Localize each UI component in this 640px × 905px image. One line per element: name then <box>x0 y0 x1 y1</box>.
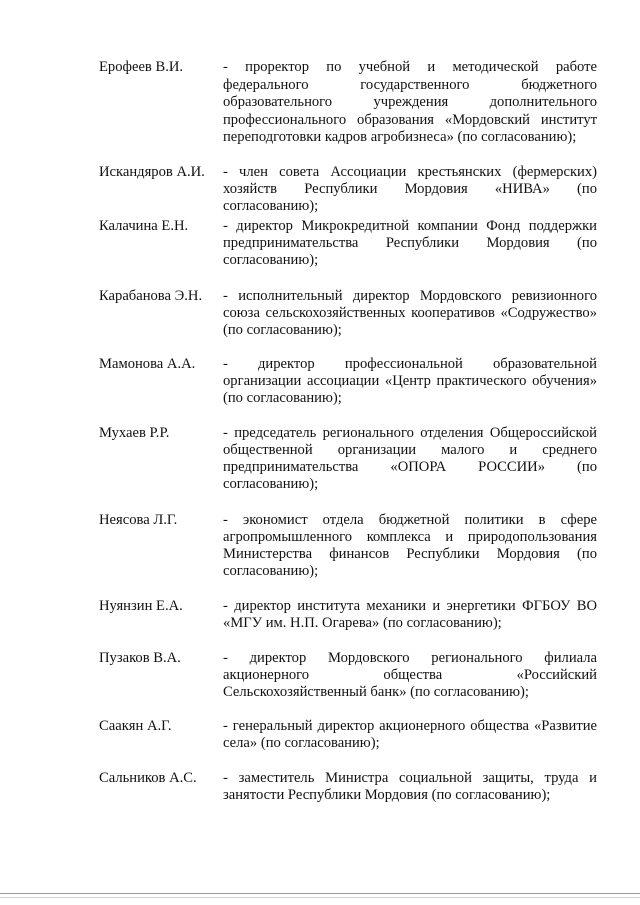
member-description: - экономист отдела бюджетной политики в сфере агропромышленного комплекса и природопользования Министерства финансов Республики Мордовия (по согласованию); <box>223 512 597 579</box>
member-description: - генеральный директор акционерного общества «Развитие села» (по согласованию); <box>223 718 597 751</box>
member-description: - директор профессиональной образовательной организации ассоциации «Центр практического обучения» (по согласованию); <box>223 356 597 406</box>
member-name: Мухаев Р.Р. <box>99 425 170 441</box>
member-name: Искандяров А.И. <box>99 164 205 180</box>
member-description: - директор Мордовского регионального филиала акционерного общества «Российский Сельскохозяйственный банк» (по согласованию); <box>223 650 597 700</box>
member-description: - директор Микрокредитной компании Фонд поддержки предпринимательства Республики Мордовия (по согласованию); <box>223 218 597 268</box>
member-name: Нуянзин Е.А. <box>99 598 183 614</box>
member-description: - член совета Ассоциации крестьянских (фермерских) хозяйств Республики Мордовия «НИВА» (по согласованию); <box>223 164 597 214</box>
member-description: - заместитель Министра социальной защиты, труда и занятости Республики Мордовия (по согласованию); <box>223 770 597 803</box>
member-description: - исполнительный директор Мордовского ревизионного союза сельскохозяйственных кооперативов «Содружество» (по согласованию); <box>223 288 597 338</box>
member-name: Пузаков В.А. <box>99 650 181 666</box>
member-name: Сальников А.С. <box>99 770 197 786</box>
page-bottom-divider <box>0 893 640 894</box>
member-name: Саакян А.Г. <box>99 718 172 734</box>
member-name: Неясова Л.Г. <box>99 512 178 528</box>
member-description: - председатель регионального отделения Общероссийской общественной организации малого и среднего предпринимательства «ОПОРА РОССИИ» (по согласованию); <box>223 425 597 492</box>
member-name: Карабанова Э.Н. <box>99 288 203 304</box>
member-description: - проректор по учебной и методической работе федерального государственного бюджетного образовательного учреждения дополнительного профессионального образования «Мордовский институт переподготовки кадров агробизнеса» (по согласованию); <box>223 59 597 145</box>
member-name: Калачина Е.Н. <box>99 218 189 234</box>
member-description: - директор института механики и энергетики ФГБОУ ВО «МГУ им. Н.П. Огарева» (по согласованию); <box>223 598 597 631</box>
member-name: Мамонова А.А. <box>99 356 196 372</box>
member-name: Ерофеев В.И. <box>99 59 184 75</box>
page-bottom-divider-shadow <box>0 897 640 898</box>
